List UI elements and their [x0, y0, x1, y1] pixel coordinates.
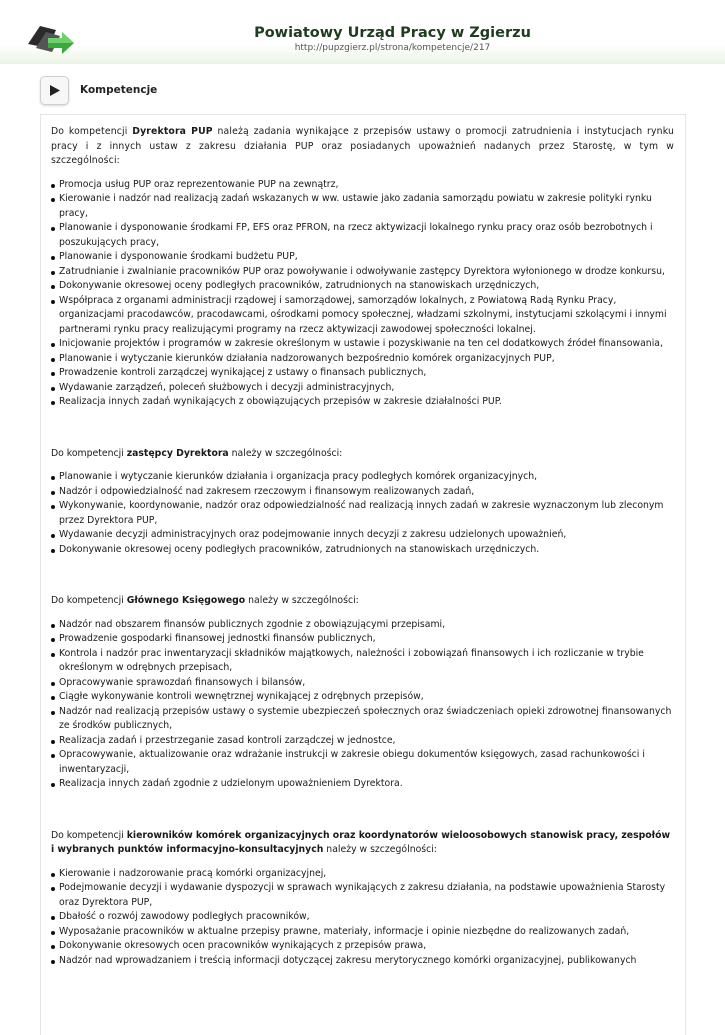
- page-url: http://pupzgierz.pl/strona/kompetencje/217: [294, 43, 491, 53]
- content-panel: [40, 114, 686, 1035]
- list-item: Podejmowanie decyzji i wydawanie dyspozycji w sprawach wynikających z zakresu działania, na podstawie upoważnienia Starosty oraz Dyrektora PUP,: [51, 881, 674, 910]
- list-item: Dokonywanie okresowych ocen pracowników wynikających z przepisów prawa,: [51, 939, 674, 954]
- content-body: [51, 125, 674, 968]
- competence-list: [51, 470, 674, 557]
- list-item: Dbałość o rozwój zawodowy podległych pracowników,: [51, 910, 674, 925]
- block-intro: Do kompetencji zastępcy Dyrektora należy w szczególności:: [51, 447, 343, 459]
- list-item: Wyposażanie pracowników w aktualne przepisy prawne, materiały, informacje i opinie niezbędne do realizowanych zadań,: [51, 925, 674, 940]
- list-item: Ciągłe wykonywanie kontroli wewnętrznej wynikającej z odrębnych przepisów,: [51, 690, 674, 705]
- list-item: Planowanie i wytyczanie kierunków działania nadzorowanych bezpośrednio komórek organizacyjnych PUP,: [51, 352, 674, 367]
- list-item: Promocja usług PUP oraz reprezentowanie PUP na zewnątrz,: [51, 178, 674, 193]
- list-item: Realizacja zadań i przestrzeganie zasad kontroli zarządczej w jednostce,: [51, 734, 674, 749]
- competence-list: [51, 618, 674, 792]
- block-spacer: [51, 410, 674, 447]
- list-item: Inicjowanie projektów i programów w zakresie określonym w ustawie i pozyskiwanie na ten cel dodatkowych źródeł finansowania,: [51, 337, 674, 352]
- list-item: Współpraca z organami administracji rządowej i samorządowej, samorządów lokalnych, z Powiatową Radą Rynku Pracy, organizacjami pracodawców, pracodawcami, ośrodkami pomocy społecznej, władzami szkolnymi, instytucjami szkolącymi i innymi partnerami rynku pracy realizującymi programy na rzecz aktywizacji zawodowej społeczności lokalnej.: [51, 294, 674, 338]
- list-item: Wydawanie zarządzeń, poleceń służbowych i decyzji administracyjnych,: [51, 381, 674, 396]
- block-spacer: [51, 557, 674, 594]
- section-arrow-button[interactable]: [40, 76, 69, 105]
- pup-logo-icon[interactable]: [26, 22, 76, 56]
- list-item: Opracowywanie, aktualizowanie oraz wdrażanie instrukcji w zakresie obiegu dokumentów księgowych, zasad rachunkowości i inwentaryzacji,: [51, 748, 674, 777]
- list-item: Nadzór i odpowiedzialność nad zakresem rzeczowym i finansowym realizowanych zadań,: [51, 485, 674, 500]
- block-spacer: [51, 792, 674, 829]
- site-title: Powiatowy Urząd Pracy w Zgierzu: [254, 25, 531, 41]
- list-item: Planowanie i dysponowanie środkami budżetu PUP,: [51, 250, 674, 265]
- list-item: Wydawanie decyzji administracyjnych oraz podejmowanie innych decyzji z zakresu udzielonych upoważnień,: [51, 528, 674, 543]
- list-item: Prowadzenie kontroli zarządczej wynikającej z ustawy o finansach publicznych,: [51, 366, 674, 381]
- list-item: Nadzór nad wprowadzaniem i treścią informacji dotyczącej zakresu merytorycznego komórki organizacyjnej, publikowanych: [51, 954, 674, 969]
- list-item: Kierowanie i nadzorowanie pracą komórki organizacyjnej,: [51, 867, 674, 882]
- list-item: Nadzór nad obszarem finansów publicznych zgodnie z obowiązującymi przepisami,: [51, 618, 674, 633]
- list-item: Dokonywanie okresowej oceny podległych pracowników, zatrudnionych na stanowiskach urzędniczych,: [51, 279, 674, 294]
- list-item: Planowanie i wytyczanie kierunków działania i organizacja pracy podległych komórek organizacyjnych,: [51, 470, 674, 485]
- list-item: Realizacja innych zadań zgodnie z udzielonym upoważnieniem Dyrektora.: [51, 777, 674, 792]
- list-item: Opracowywanie sprawozdań finansowych i bilansów,: [51, 676, 674, 691]
- list-item: Kontrola i nadzór prac inwentaryzacji składników majątkowych, należności i zobowiązań finansowych i ich rozliczanie w trybie określonym w odrębnych przepisach,: [51, 647, 674, 676]
- list-item: Kierowanie i nadzór nad realizacją zadań wskazanych w ww. ustawie jako zadania samorządu powiatu w zakresie polityki rynku pracy,: [51, 192, 674, 221]
- list-item: Prowadzenie gospodarki finansowej jednostki finansów publicznych,: [51, 632, 674, 647]
- competence-list: [51, 178, 674, 410]
- block-intro: Do kompetencji Dyrektora PUP należą zadania wynikające z przepisów ustawy o promocji zatrudnienia i instytucjach rynku pracy i z innych ustaw z zakresu działania PUP oraz posiadanych upoważnień nadanych przez Starostę, w tym w szczególności:: [51, 126, 674, 166]
- list-item: Nadzór nad realizacją przepisów ustawy o systemie ubezpieczeń społecznych oraz świadczeniach opieki zdrowotnej finansowanych ze środków publicznych,: [51, 705, 674, 734]
- play-arrow-icon: [50, 85, 60, 96]
- competence-list: [51, 867, 674, 969]
- section-title: Kompetencje: [80, 84, 158, 96]
- list-item: Realizacja innych zadań wynikających z obowiązujących przepisów w zakresie działalności PUP.: [51, 395, 674, 410]
- block-intro: Do kompetencji Głównego Księgowego należy w szczególności:: [51, 595, 359, 606]
- list-item: Dokonywanie okresowej oceny podległych pracowników, zatrudnionych na stanowiskach urzędniczych.: [51, 543, 674, 558]
- list-item: Zatrudnianie i zwalnianie pracowników PUP oraz powoływanie i odwoływanie zastępcy Dyrektora wyłonionego w drodze konkursu,: [51, 265, 674, 280]
- block-intro: Do kompetencji kierowników komórek organizacyjnych oraz koordynatorów wieloosobowych stanowisk pracy, zespołów i wybranych punktów informacyjno-konsultacyjnych należy w szczególności:: [51, 829, 671, 855]
- list-item: Planowanie i dysponowanie środkami FP, EFS oraz PFRON, na rzecz aktywizacji lokalnego rynku pracy oraz osób bezrobotnych i poszukujących pracy,: [51, 221, 674, 250]
- site-header: [0, 0, 725, 64]
- list-item: Wykonywanie, koordynowanie, nadzór oraz odpowiedzialność nad realizacją innych zadań w zakresie wyznaczonym lub zleconym przez Dyrektora PUP,: [51, 499, 674, 528]
